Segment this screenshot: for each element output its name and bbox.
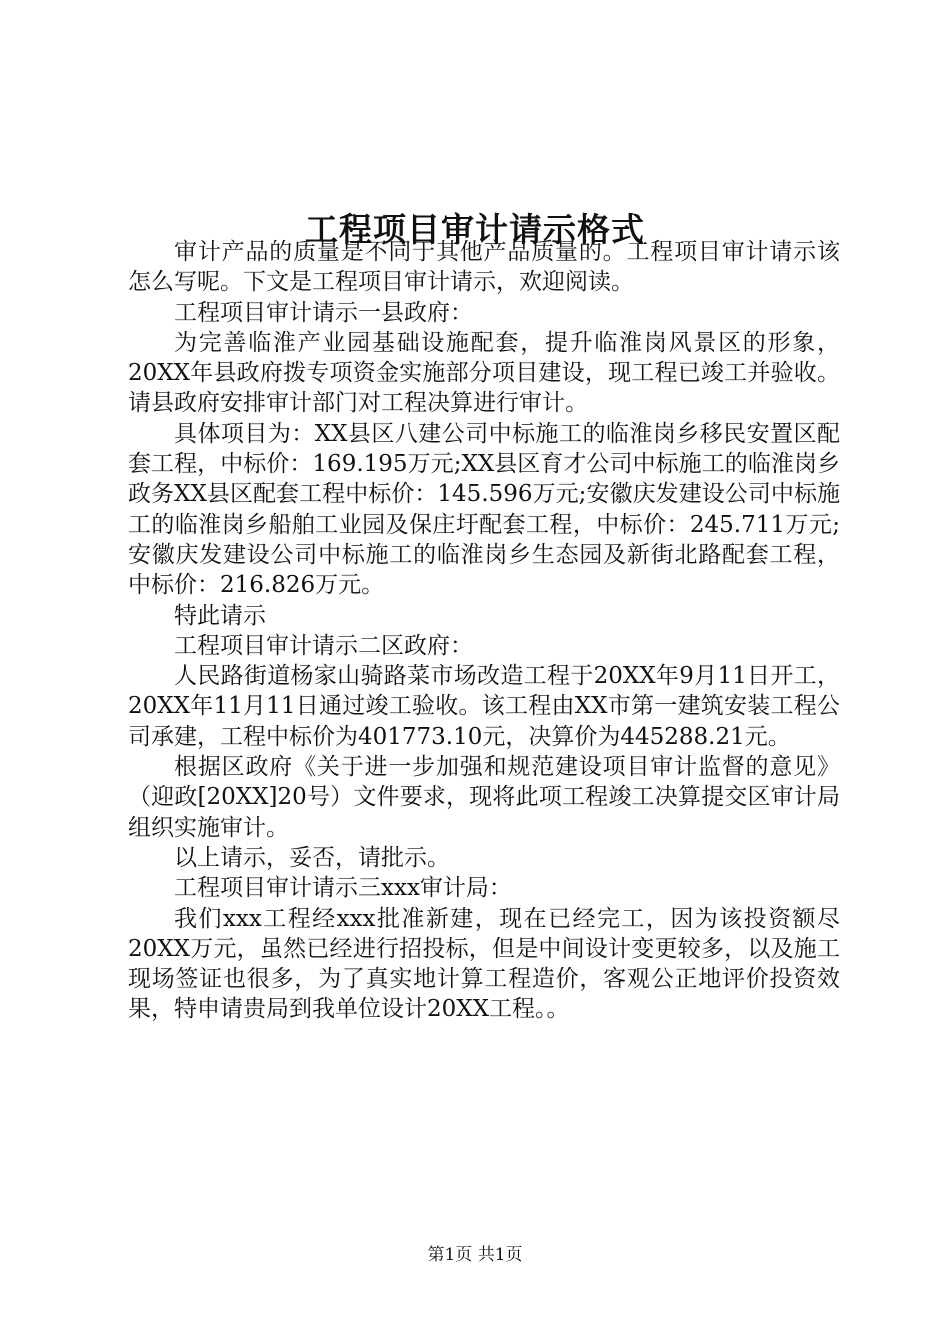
document-title: 工程项目审计请示格式	[305, 210, 645, 250]
document-body	[128, 237, 840, 1025]
paragraph-heading-two: 工程项目审计请示二区政府：	[174, 632, 473, 659]
paragraph: 具体项目为：XX县区八建公司中标施工的临淮岗乡移民安置区配套工程，中标价：169.195万元;XX县区育才公司中标施工的临淮岗乡政务XX县区配套工程中标价：145.596万元;安徽庆发建设公司中标施工的临淮岗乡船舶工业园及保庄圩配套工程，中标价：245.711万元;安徽庆发建设公司中标施工的临淮岗乡生态园及新街北路配套工程，中标价：216.826万元。	[128, 420, 840, 599]
page-number-footer: 第1页 共1页	[427, 1245, 523, 1265]
paragraph-intro: 审计产品的质量是不同于其他产品质量的。工程项目审计请示该怎么写呢。下文是工程项目审计请示，欢迎阅读。	[128, 239, 840, 296]
paragraph-heading-three: 工程项目审计请示三xxx审计局：	[174, 875, 512, 902]
paragraph: 我们xxx工程经xxx批准新建，现在已经完工，因为该投资额尽20XX万元，虽然已经进行招投标，但是中间设计变更较多，以及施工现场签证也很多，为了真实地计算工程造价，客观公正地评价投资效果，特申请贵局到我单位设计20XX工程。。	[128, 905, 840, 1023]
paragraph: 为完善临淮产业园基础设施配套，提升临淮岗风景区的形象，20XX年县政府拨专项资金实施部分项目建设，现工程已竣工并验收。请县政府安排审计部门对工程决算进行审计。	[128, 329, 840, 417]
paragraph: 根据区政府《关于进一步加强和规范建设项目审计监督的意见》（迎政[20XX]20号）文件要求，现将此项工程竣工决算提交区审计局组织实施审计。	[128, 754, 840, 841]
paragraph-heading-one: 工程项目审计请示一县政府：	[174, 299, 473, 326]
paragraph: 人民路街道杨家山骑路菜市场改造工程于20XX年9月11日开工，20XX年11月11日通过竣工验收。该工程由XX市第一建筑安装工程公司承建，工程中标价为401773.10元，决算价为445288.21元。	[128, 663, 840, 750]
paragraph-closing: 特此请示	[174, 602, 266, 629]
paragraph-closing: 以上请示，妥否，请批示。	[174, 844, 450, 871]
